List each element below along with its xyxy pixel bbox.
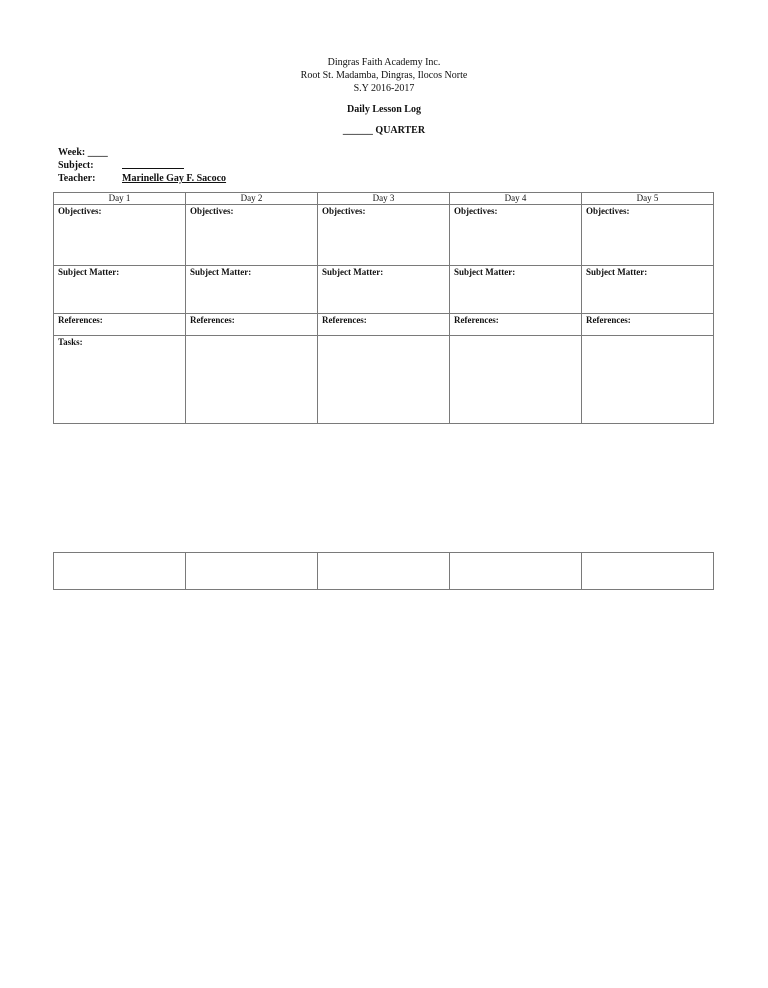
references-label: References: <box>586 315 631 325</box>
references-cell-day-3 <box>318 314 450 336</box>
objectives-label: Objectives: <box>58 206 102 216</box>
subject-row <box>58 159 226 172</box>
subject-matter-cell-day-4 <box>450 266 582 314</box>
tasks-cell-day-5 <box>582 336 714 424</box>
references-label: References: <box>190 315 235 325</box>
teacher-label: Teacher: <box>58 173 96 184</box>
objectives-cell-day-4 <box>450 205 582 266</box>
subject-matter-cell-day-5 <box>582 266 714 314</box>
blank-cell-4 <box>450 553 582 590</box>
subject-matter-label: Subject Matter: <box>58 267 120 277</box>
references-cell-day-5 <box>582 314 714 336</box>
subject-matter-label: Subject Matter: <box>322 267 384 277</box>
day-header-5: Day 5 <box>582 193 714 205</box>
subject-matter-cell-day-2 <box>186 266 318 314</box>
lesson-meta <box>58 146 226 185</box>
subject-matter-label: Subject Matter: <box>454 267 516 277</box>
references-cell-day-2 <box>186 314 318 336</box>
tasks-cell-day-3 <box>318 336 450 424</box>
school-year: S.Y 2016-2017 <box>353 83 415 94</box>
tasks-label: Tasks: <box>58 337 83 347</box>
objectives-label: Objectives: <box>454 206 498 216</box>
tasks-cell-day-1 <box>54 336 186 424</box>
blank-table <box>53 552 714 590</box>
objectives-cell-day-1 <box>54 205 186 266</box>
subject-matter-label: Subject Matter: <box>190 267 252 277</box>
objectives-cell-day-2 <box>186 205 318 266</box>
school-name: Dingras Faith Academy Inc. <box>327 57 441 68</box>
blank-cell-1 <box>54 553 186 590</box>
objectives-cell-day-5 <box>582 205 714 266</box>
references-row <box>54 314 714 336</box>
day-header-3: Day 3 <box>318 193 450 205</box>
quarter-label: ______ QUARTER <box>342 125 426 136</box>
objectives-cell-day-3 <box>318 205 450 266</box>
day-header-2: Day 2 <box>186 193 318 205</box>
teacher-row <box>58 172 226 185</box>
references-label: References: <box>58 315 103 325</box>
document-header <box>0 56 768 95</box>
subject-matter-cell-day-3 <box>318 266 450 314</box>
day-header-1: Day 1 <box>54 193 186 205</box>
subject-blank <box>122 159 184 172</box>
objectives-label: Objectives: <box>322 206 366 216</box>
references-label: References: <box>322 315 367 325</box>
tasks-cell-day-4 <box>450 336 582 424</box>
references-cell-day-1 <box>54 314 186 336</box>
objectives-row <box>54 205 714 266</box>
blank-cell-2 <box>186 553 318 590</box>
references-label: References: <box>454 315 499 325</box>
week-row <box>58 146 226 159</box>
subject-label: Subject: <box>58 160 94 171</box>
school-address: Root St. Madamba, Dingras, Ilocos Norte <box>300 70 468 81</box>
week-label: Week: ____ <box>58 147 108 158</box>
tasks-cell-day-2 <box>186 336 318 424</box>
blank-row <box>54 553 714 590</box>
blank-cell-3 <box>318 553 450 590</box>
subject-matter-row <box>54 266 714 314</box>
day-header-4: Day 4 <box>450 193 582 205</box>
lesson-log-table <box>53 192 714 424</box>
blank-cell-5 <box>582 553 714 590</box>
teacher-name: Marinelle Gay F. Sacoco <box>122 173 227 184</box>
objectives-label: Objectives: <box>190 206 234 216</box>
day-header-row <box>54 193 714 205</box>
references-cell-day-4 <box>450 314 582 336</box>
tasks-row <box>54 336 714 424</box>
subject-matter-cell-day-1 <box>54 266 186 314</box>
objectives-label: Objectives: <box>586 206 630 216</box>
subject-matter-label: Subject Matter: <box>586 267 648 277</box>
document-title: Daily Lesson Log <box>347 104 421 115</box>
